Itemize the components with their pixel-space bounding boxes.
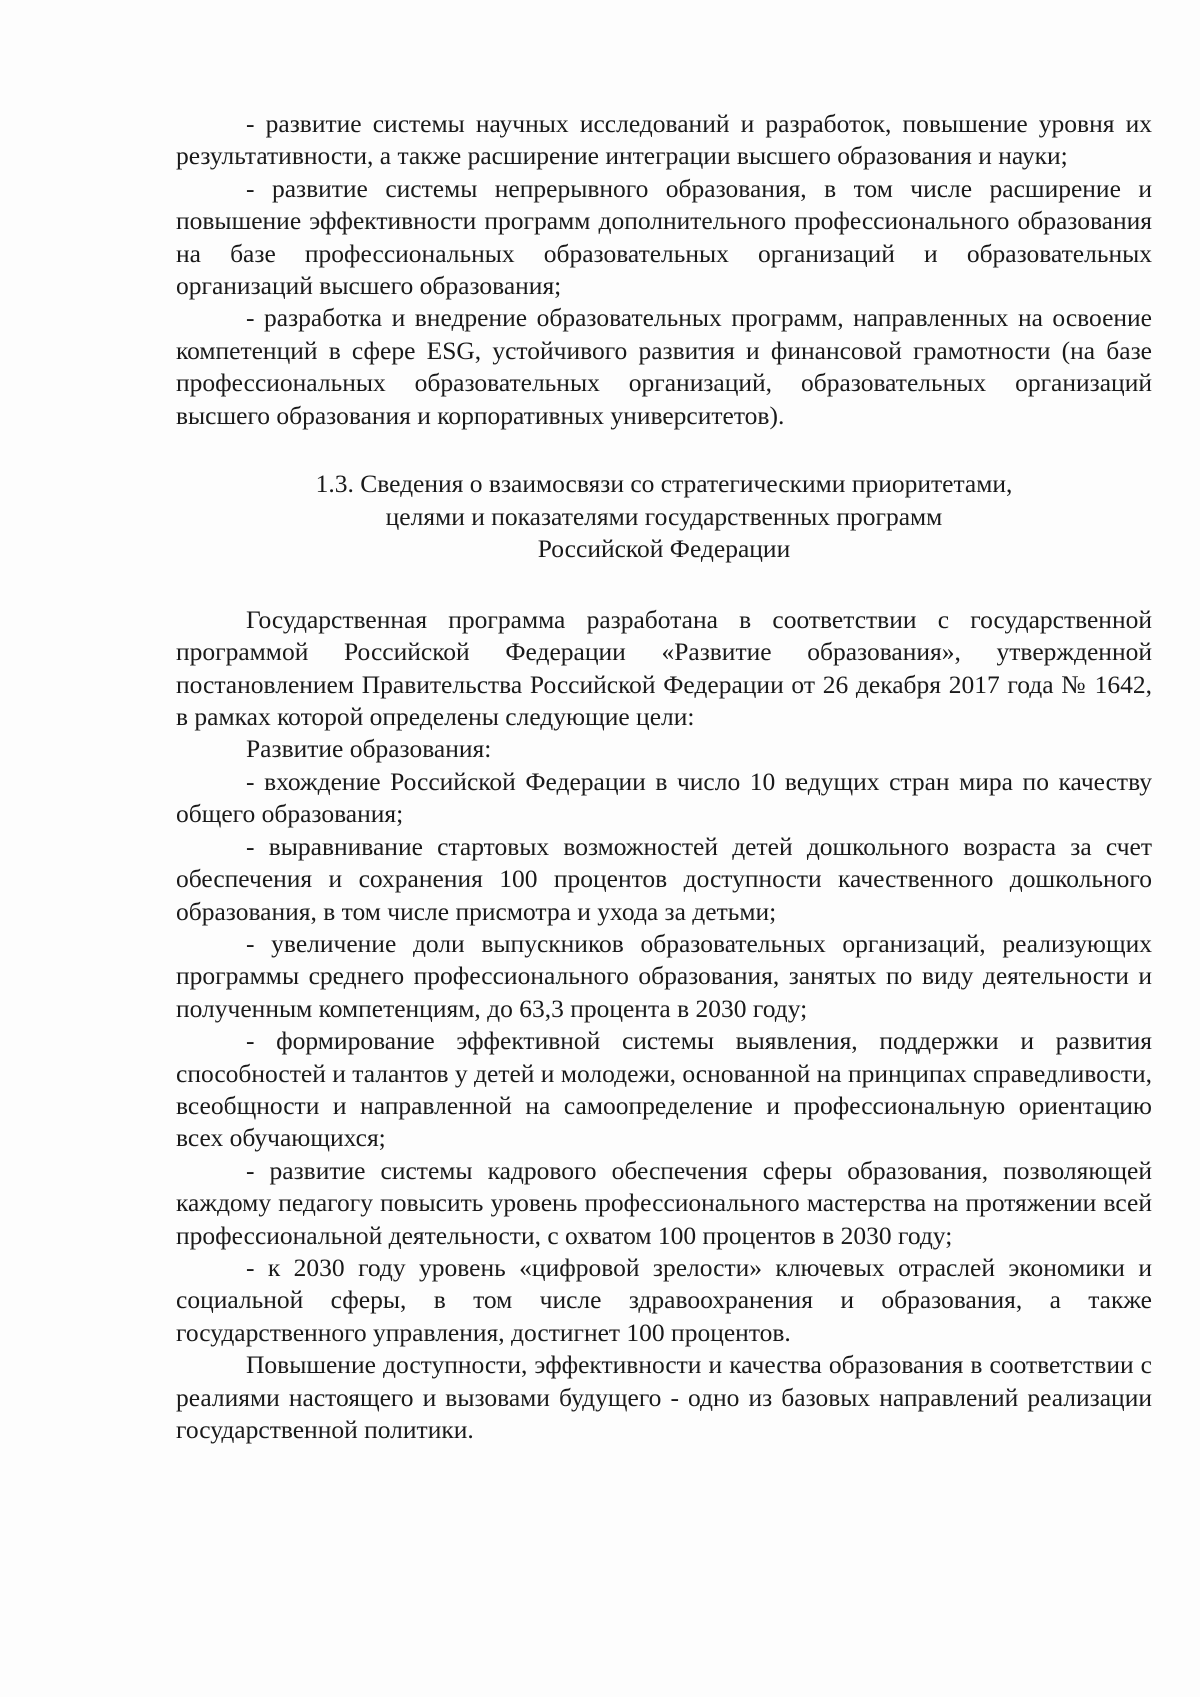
paragraph-research-development: - развитие системы научных исследований и разработок, повышение уровня их результативности, а также расширение интеграции высшего образования и науки;: [176, 109, 1152, 171]
paragraph-goal-staffing: - развитие системы кадрового обеспечения сферы образования, позволяющей каждому педагогу повысить уровень профессионального мастерства на протяжении всей профессиональной деятельности, с охватом 100 процентов в 2030 году;: [176, 1155, 1152, 1250]
paragraph-accessibility-quality: Повышение доступности, эффективности и качества образования в соответствии с реалиями настоящего и вызовами будущего - одно из базовых направлений реализации государственной политики.: [176, 1350, 1152, 1444]
paragraph-goal-digital-maturity: - к 2030 году уровень «цифровой зрелости» ключевых отраслей экономики и социальной сферы, в том числе здравоохранения и образования, а также государственного управления, достигнет 100 процентов.: [176, 1252, 1152, 1347]
paragraph-goal-talents: - формирование эффективной системы выявления, поддержки и развития способностей и талантов у детей и молодежи, основанной на принципах справедливости, всеобщности и направленной на самоопределение и профессиональную ориентацию всех обучающихся;: [176, 1026, 1153, 1153]
paragraph-goal-preschool: - выравнивание стартовых возможностей детей дошкольного возраста за счет обеспечения и сохранения 100 процентов доступности качественного дошкольного образования, в том числе присмотра и ухода за детьми;: [176, 831, 1152, 926]
paragraph-education-development-label: Развитие образования:: [246, 734, 492, 764]
paragraph-goal-top-10: - вхождение Российской Федерации в число 10 ведущих стран мира по качеству общего образования;: [176, 766, 1152, 829]
document-body: [176, 108, 1152, 1446]
paragraph-state-program: Государственная программа разработана в соответствии с государственной программой Российской Федерации «Развитие образования», утвержденной постановлением Правительства Российской Федерации от 26 декабря 2017 года № 1642, в рамках которой определены следующие цели:: [176, 604, 1152, 732]
paragraph-continuous-education: - развитие системы непрерывного образования, в том числе расширение и повышение эффективности программ дополнительного профессионального образования на базе профессиональных образовательных организаций и образовательных организаций высшего образования;: [176, 173, 1152, 301]
paragraph-goal-graduates: - увеличение доли выпускников образовательных организаций, реализующих программы среднего профессионального образования, занятых по виду деятельности и полученным компетенциям, до 63,3 процента в 2030 году;: [176, 928, 1152, 1023]
section-heading-line-2: целями и показателями государственных программ: [385, 501, 943, 531]
section-heading-line-3: Российской Федерации: [537, 534, 791, 564]
paragraph-esg-programs: - разработка и внедрение образовательных программ, направленных на освоение компетенций в сфере ESG, устойчивого развития и финансовой грамотности (на базе профессиональных образовательных организаций, образовательных организаций высшего образования и корпоративных университетов).: [176, 303, 1152, 430]
section-heading-line-1: 1.3. Сведения о взаимосвязи со стратегическими приоритетами,: [315, 469, 1013, 499]
section-heading: [176, 468, 1152, 566]
